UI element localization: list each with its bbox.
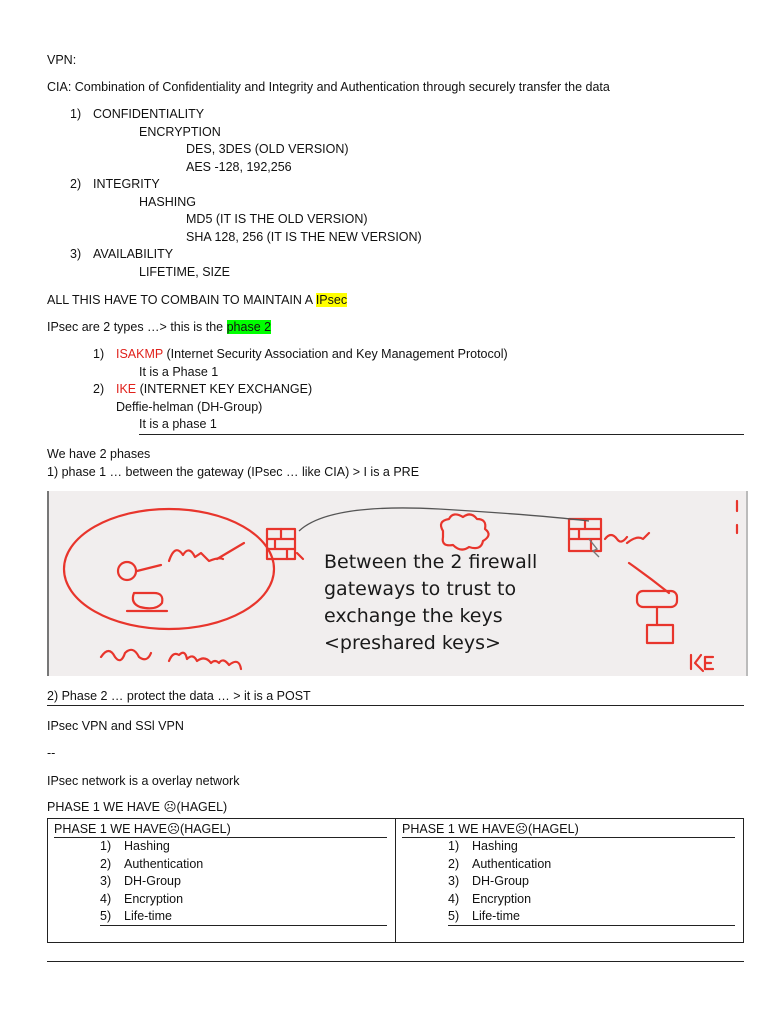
ike-phase-text: It is a phase 1 <box>139 417 217 431</box>
caption-line: exchange the keys <box>324 605 503 627</box>
list-number: 2) <box>93 382 105 396</box>
des-text: DES, 3DES (OLD VERSION) <box>186 142 349 156</box>
list-item <box>100 908 203 926</box>
ike-line <box>116 381 312 397</box>
list-item <box>100 856 203 874</box>
phase1-list <box>448 838 551 926</box>
list-item-label: Hashing <box>124 839 170 853</box>
list-item-label: Life-time <box>124 909 172 923</box>
divider <box>47 705 744 706</box>
encryption-label: ENCRYPTION <box>139 125 221 139</box>
overlay-network-text: IPsec network is a overlay network <box>47 774 240 788</box>
integrity-label: INTEGRITY <box>93 177 160 191</box>
router-icon <box>133 593 162 608</box>
list-number: 1) <box>100 839 112 853</box>
phase1-text: 1) phase 1 … between the gateway (IPsec … like CIA) > I is a PRE <box>47 465 420 479</box>
list-number: 2) <box>100 856 112 871</box>
cell-title: PHASE 1 WE HAVE☹(HAGEL) <box>54 822 231 836</box>
table-cell-left <box>48 819 396 943</box>
heading-vpn: VPN: <box>47 53 77 67</box>
availability-label: AVAILABILITY <box>93 247 174 261</box>
list-number: 1) <box>93 347 105 361</box>
list-number: 3) <box>70 247 82 261</box>
list-item-label: DH-Group <box>472 874 529 888</box>
hashing-label: HASHING <box>139 195 196 209</box>
combain-line <box>47 292 347 308</box>
types-text: IPsec are 2 types …> this is the <box>47 320 227 334</box>
list-item <box>448 838 551 856</box>
ipsec-ssl-text: IPsec VPN and SSl VPN <box>47 719 184 733</box>
caption-line: Between the 2 firewall <box>324 551 538 573</box>
network-circle <box>64 509 274 629</box>
md5-text: MD5 (IT IS THE OLD VERSION) <box>186 212 368 226</box>
divider <box>448 925 735 926</box>
caption-line: <preshared keys> <box>324 632 501 654</box>
list-number: 3) <box>448 874 460 888</box>
list-item-label: Authentication <box>124 856 204 871</box>
list-item <box>100 873 203 891</box>
divider <box>100 925 387 926</box>
aes-text: AES -128, 192,256 <box>186 160 292 174</box>
ipsec-highlight: IPsec <box>315 293 348 307</box>
caption-line: gateways to trust to <box>324 578 517 600</box>
whiteboard-caption <box>324 549 537 657</box>
list-number: 2) <box>448 856 460 871</box>
isakmp-description: (Internet Security Association and Key Management Protocol) <box>163 347 508 361</box>
list-item-label: Authentication <box>472 856 552 871</box>
list-item <box>448 856 551 874</box>
table-row <box>48 819 744 943</box>
isakmp-line <box>116 346 508 362</box>
ike-acronym: IKE <box>116 382 137 396</box>
list-item-label: Encryption <box>472 891 532 906</box>
lifetime-size-text: LIFETIME, SIZE <box>139 265 230 279</box>
list-item-label: Encryption <box>124 891 184 906</box>
scribble-pro <box>169 550 223 561</box>
list-number: 4) <box>448 891 460 906</box>
list-number: 5) <box>100 909 112 923</box>
list-item <box>448 873 551 891</box>
list-number: 5) <box>448 909 460 923</box>
list-item <box>448 891 551 909</box>
scribble-two-phases <box>101 650 241 669</box>
phase2-text: 2) Phase 2 … protect the data … > it is a POST <box>47 689 311 703</box>
phase1-list <box>100 838 203 926</box>
list-number: 1) <box>448 839 460 853</box>
divider <box>139 434 744 435</box>
ike-description: (INTERNET KEY EXCHANGE) <box>136 382 313 396</box>
list-number: 1) <box>70 107 82 121</box>
list-item-label: Life-time <box>472 909 520 923</box>
list-item-label: DH-Group <box>124 874 181 888</box>
dh-text: Deffie-helman (DH-Group) <box>116 400 263 414</box>
combain-text: ALL THIS HAVE TO COMBAIN TO MAINTAIN A <box>47 293 316 307</box>
scribble-ike <box>691 655 713 671</box>
phase1-table <box>47 818 744 943</box>
list-item-label: Hashing <box>472 839 518 853</box>
list-item <box>448 908 551 926</box>
two-phases-text: We have 2 phases <box>47 447 151 461</box>
list-number: 3) <box>100 874 112 888</box>
list-number: 4) <box>100 891 112 906</box>
cloud-icon <box>441 514 489 549</box>
cell-title: PHASE 1 WE HAVE☹(HAGEL) <box>402 822 579 836</box>
confidentiality-label: CONFIDENTIALITY <box>93 107 205 121</box>
phase2-highlight: phase 2 <box>226 320 272 334</box>
types-line <box>47 319 271 335</box>
dashes-text: -- <box>47 746 56 760</box>
list-item <box>100 838 203 856</box>
isakmp-acronym: ISAKMP <box>116 347 164 361</box>
divider <box>47 961 744 962</box>
table-cell-right <box>396 819 744 943</box>
list-number: 2) <box>70 177 82 191</box>
isakmp-phase-text: It is a Phase 1 <box>139 365 219 379</box>
cia-definition: CIA: Combination of Confidentiality and Integrity and Authentication through securely transfer the data <box>47 80 610 94</box>
list-item <box>100 891 203 909</box>
whiteboard-image <box>47 491 748 676</box>
phase1-have-text: PHASE 1 WE HAVE ☹(HAGEL) <box>47 800 228 814</box>
sha-text: SHA 128, 256 (IT IS THE NEW VERSION) <box>186 230 422 244</box>
router-icon-right <box>637 591 677 607</box>
